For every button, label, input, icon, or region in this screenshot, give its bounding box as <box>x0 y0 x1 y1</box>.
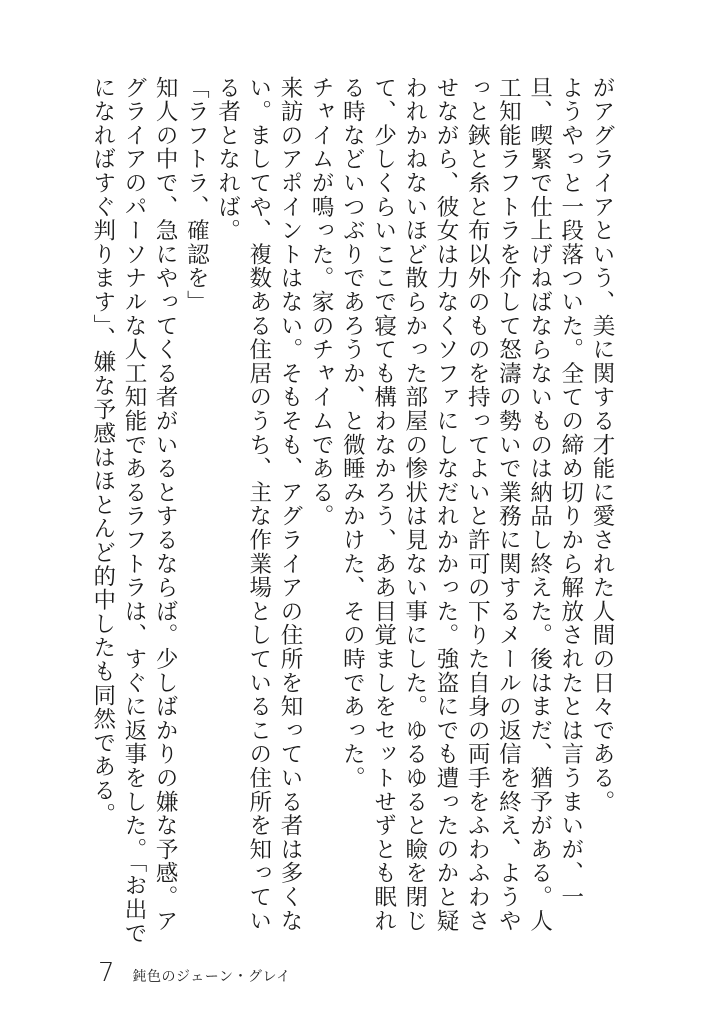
body-text <box>89 76 617 956</box>
book-title: 鈍色のジェーン・グレイ <box>132 969 291 985</box>
paragraph-3: チャイムが鳴った。家のチャイムである。 <box>308 76 335 529</box>
paragraph-5: 「ラフトラ、確認を」 <box>183 76 210 314</box>
paragraph-4: 来訪のアポイントはない。そもそも、アグライアの住所を知っている者は多くない。ましてや、複数ある住居のうち、主な作業場としているこの住所を知っている者となれば。 <box>214 76 303 933</box>
paragraph-6: 知人の中で、急にやってくる者がいるとするならば。少しばかりの嫌な予感。アグライアのパーソナルな人工知能であるラフトラは、すぐに返事をした。「お出でになればすぐ判ります」、嫌な予感はほとんど的中したも同然である。 <box>89 76 179 946</box>
paragraph-1: がアグライアという、美に関する才能に愛された人間の日々である。 <box>589 76 615 814</box>
page-number: 7 <box>98 958 115 988</box>
page-footer <box>98 958 291 988</box>
paragraph-2: ようやっと一段落ついた。全ての締め切りから解放されたとは言うまいが、一旦、喫緊で仕上げねばならないものは納品し終えた。後はまだ、猶予がある。人工知能ラフトラを介して怒濤の勢いで業務に関するメールの返信を終え、ようやっと鋏と糸と布以外のものを持ってよいと許可の下りた自身の両手をふわふわさせながら、彼女は力なくソファにしなだれかかった。強盗にでも遭ったのかと疑われかねないほど散らかった部屋の惨状は見ない事にした。ゆるゆると瞼を閉じて、少しくらいここで寝ても構わなかろう、ああ目覚ましをセットせずとも眠れる時などいつぶりであろうか、と微睡みかけた、その時であった。 <box>339 76 584 933</box>
